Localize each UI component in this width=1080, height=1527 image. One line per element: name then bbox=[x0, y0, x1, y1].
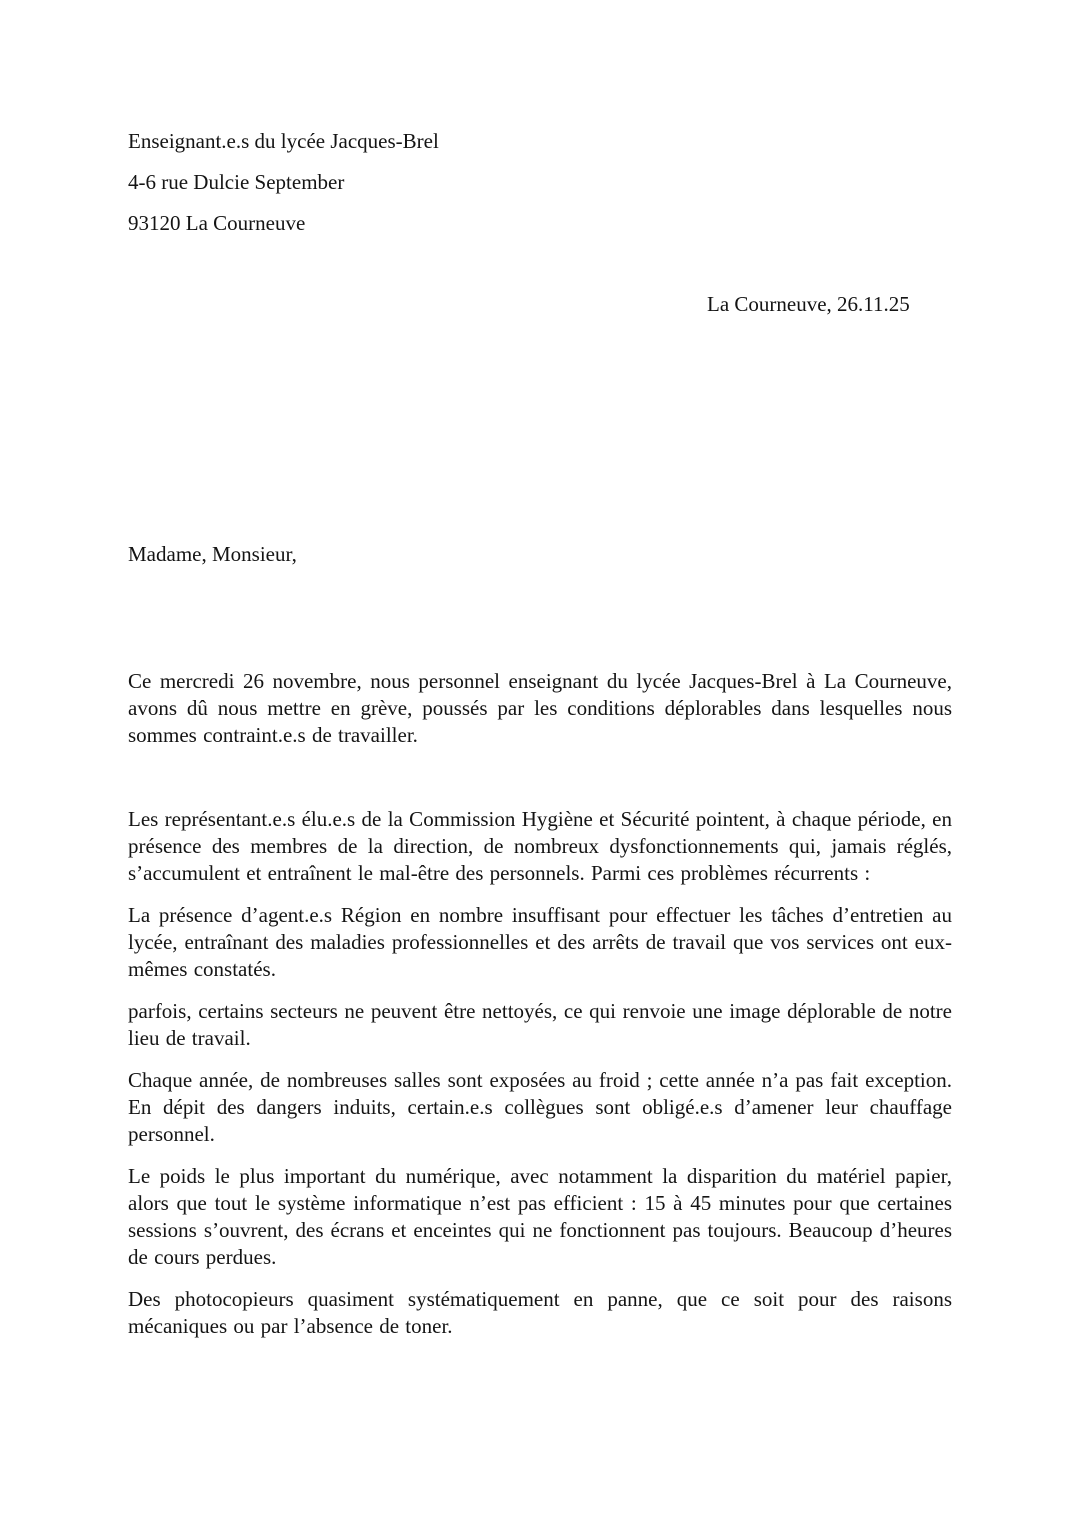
paragraph-agents-region: La présence d’agent.e.s Région en nombre insuffisant pour effectuer les tâches d’entretien au lycée, entraînant des maladies professionnelles et des arrêts de travail que vos services ont eux-mêmes constatés. bbox=[128, 903, 952, 981]
dateline: La Courneuve, 26.11.25 bbox=[707, 292, 910, 316]
salutation: Madame, Monsieur, bbox=[128, 542, 297, 566]
paragraph-strike-announcement: Ce mercredi 26 novembre, nous personnel enseignant du lycée Jacques-Brel à La Courneuve, avons dû nous mettre en grève, poussés par les conditions déplorables dans lesquelles nous sommes contraint.e.s de travailler. bbox=[128, 669, 952, 747]
sender-address-block bbox=[128, 128, 952, 237]
paragraph-numerique: Le poids le plus important du numérique, avec notamment la disparition du matériel papier, alors que tout le système informatique n’est pas efficient : 15 à 45 minutes pour que certaines sessions s’ouvrent, des écrans et enceintes qui ne fonctionnent pas toujours. Beaucoup d’heures de cours perdues. bbox=[128, 1164, 952, 1269]
paragraph-secteurs-nettoyes: parfois, certains secteurs ne peuvent être nettoyés, ce qui renvoie une image déplorable de notre lieu de travail. bbox=[128, 999, 952, 1050]
sender-name: Enseignant.e.s du lycée Jacques-Brel bbox=[128, 129, 439, 153]
sender-city: 93120 La Courneuve bbox=[128, 211, 306, 235]
paragraph-salles-froid: Chaque année, de nombreuses salles sont exposées au froid ; cette année n’a pas fait exception. En dépit des dangers induits, certain.e.s collègues sont obligé.e.s d’amener leur chauffage personnel. bbox=[128, 1068, 952, 1146]
sender-street: 4-6 rue Dulcie September bbox=[128, 170, 345, 194]
paragraph-photocopieurs: Des photocopieurs quasiment systématiquement en panne, que ce soit pour des raisons mécaniques ou par l’absence de toner. bbox=[128, 1287, 952, 1338]
paragraph-commission-hygiene: Les représentant.e.s élu.e.s de la Commission Hygiène et Sécurité pointent, à chaque période, en présence des membres de la direction, de nombreux dysfonctionnements qui, jamais réglés, s’accumulent et entraînent le mal-être des personnels. Parmi ces problèmes récurrents : bbox=[128, 807, 952, 885]
